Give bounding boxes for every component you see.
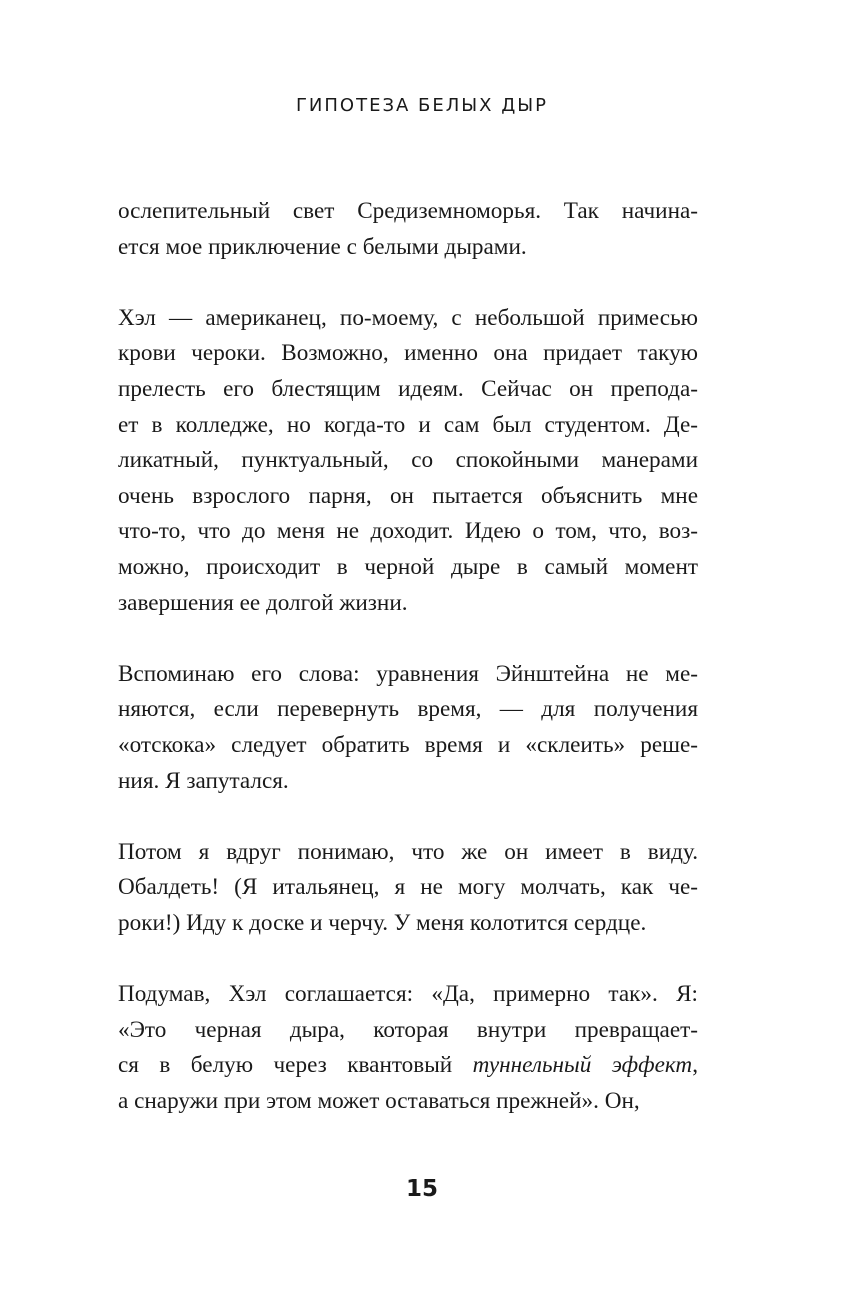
text-line: «Это черная дыра, которая внутри превращает- xyxy=(118,1016,698,1043)
text-line: няются, если перевернуть время, — для получения xyxy=(118,696,698,723)
paragraph-4 xyxy=(118,835,698,942)
page-number: 15 xyxy=(405,1176,438,1202)
text-line: очень взрослого парня, он пытается объяснить мне xyxy=(118,482,698,509)
text-line: ет в колледже, но когда-то и сам был студентом. Де- xyxy=(118,411,698,438)
text-line: ликатный, пунктуальный, со спокойными манерами xyxy=(118,447,698,474)
text-line: ется мое приключение с белыми дырами. xyxy=(118,233,527,260)
italic-term: туннельный эффект xyxy=(472,1052,693,1079)
paragraph-5 xyxy=(118,977,698,1119)
text-line: ния. Я запутался. xyxy=(118,767,289,794)
text-line: завершения ее долгой жизни. xyxy=(118,589,408,616)
text-line: а снаружи при этом может оставаться прежней». Он, xyxy=(118,1087,640,1114)
paragraph-2 xyxy=(118,301,698,621)
text-line: что-то, что до меня не доходит. Идею о том, что, воз- xyxy=(118,518,698,545)
running-head: ГИПОТЕЗА БЕЛЫХ ДЫР xyxy=(295,95,549,116)
text-line: можно, происходит в черной дыре в самый момент xyxy=(118,553,698,580)
text-line: Подумав, Хэл соглашается: «Да, примерно так». Я: xyxy=(118,981,698,1008)
paragraph-3 xyxy=(118,657,698,799)
text-line: Потом я вдруг понимаю, что же он имеет в виду. xyxy=(118,838,698,865)
text-line: крови чероки. Возможно, именно она придает такую xyxy=(118,340,698,367)
body-text xyxy=(118,194,698,1155)
text-line: «отскока» следует обратить время и «склеить» реше- xyxy=(118,731,698,758)
paragraph-1 xyxy=(118,194,698,265)
text-line: ся в белую через квантовый туннельный эффект, xyxy=(118,1052,698,1079)
text-line: ослепительный свет Средиземноморья. Так начина- xyxy=(118,198,698,224)
text-line: Обалдеть! (Я итальянец, я не могу молчать, как че- xyxy=(118,874,698,901)
text-line: Хэл — американец, по-моему, с небольшой примесью xyxy=(118,304,698,331)
text-line: Вспоминаю его слова: уравнения Эйнштейна не ме- xyxy=(118,660,698,687)
text-line: прелесть его блестящим идеям. Сейчас он препода- xyxy=(118,375,698,402)
text-line: роки!) Иду к доске и черчу. У меня колотится сердце. xyxy=(118,909,647,936)
